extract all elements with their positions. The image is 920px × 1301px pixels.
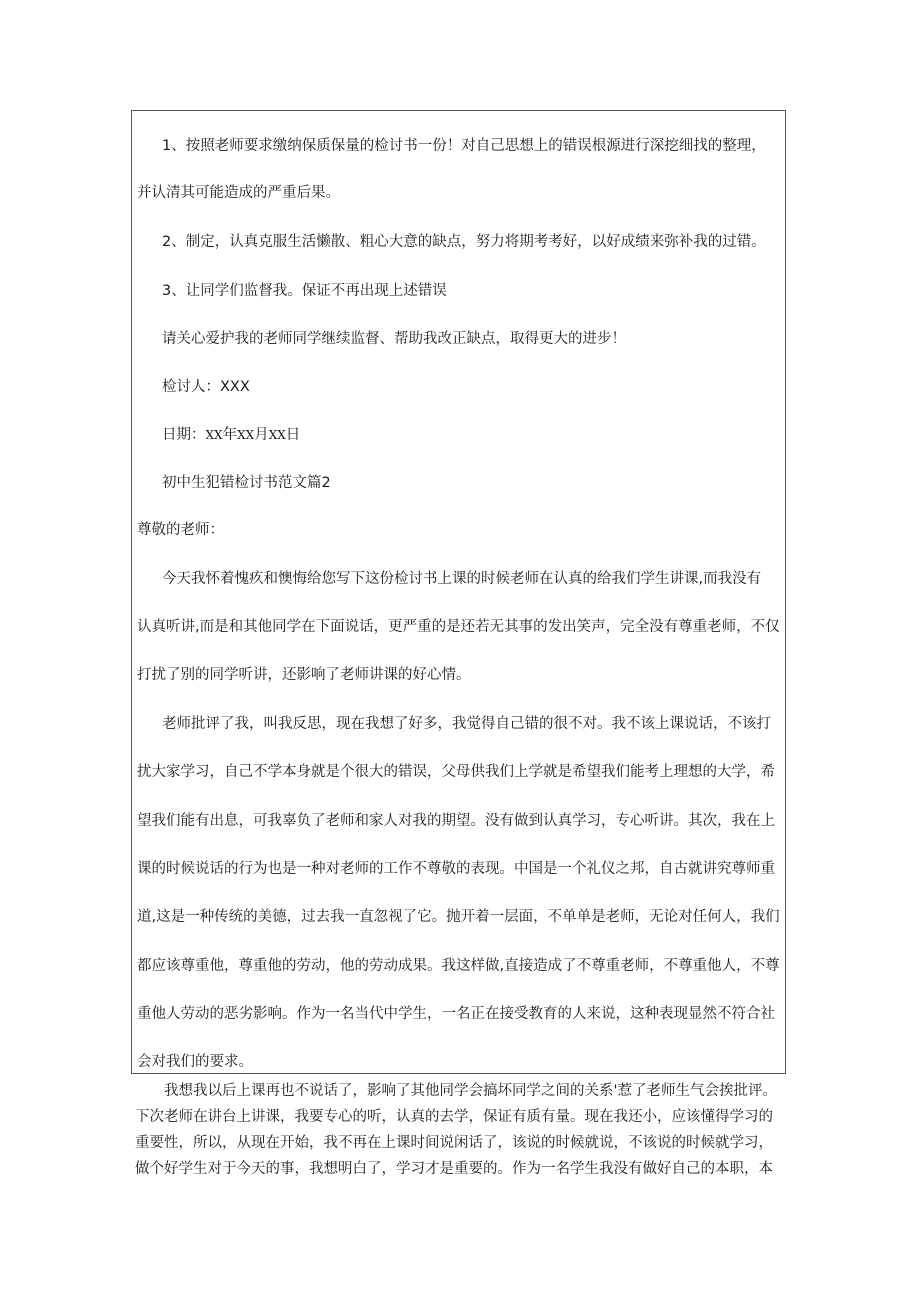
salutation: 尊敬的老师： (137, 522, 224, 538)
paragraph-2-line-5: 道,这是一种传统的美德，过去我一直忽视了它。抛开着一层面，不单单是老师，无论对任何人，我们 (137, 909, 780, 925)
list-item-1-line-1: 1、按照老师要求缴纳保质保量的检讨书一份！对自己思想上的错误根源进行深挖细找的整理， (162, 138, 766, 154)
date-line (162, 425, 300, 445)
paragraph-2-line-1: 老师批评了我，叫我反思，现在我想了好多，我觉得自己错的很不对。我不该上课说话，不该打 (162, 716, 771, 732)
continuation-line-4: 做个好学生对于今天的事，我想明白了，学习才是重要的。作为一名学生我没有做好自己的本职，本 (135, 1161, 773, 1177)
list-item-1-line-2: 并认清其可能造成的严重后果。 (137, 185, 340, 201)
date-label: 日期： (162, 427, 206, 443)
paragraph-2-line-7: 重他人劳动的恶劣影响。作为一名当代中学生，一名正在接受教育的人来说，这种表现显然不符合社 (137, 1006, 775, 1022)
date-year-placeholder: XX (205, 428, 223, 442)
paragraph-2-line-8: 会对我们的要求。 (137, 1054, 253, 1070)
paragraph-1-line-3: 打扰了别的同学听讲，还影响了老师讲课的好心情。 (137, 667, 471, 683)
paragraph-2-line-2: 扰大家学习，自己不学本身就是个很大的错误，父母供我们上学就是希望我们能考上理想的大学，希 (137, 764, 775, 780)
list-item-3: 3、让同学们监督我。保证不再出现上述错误 (162, 283, 447, 299)
signature-line: 检讨人：XXX (162, 379, 250, 395)
continuation-line-1: 我想我以后上课再也不说话了，影响了其他同学会搞坏同学之间的关系'惹了老师生气会挨批评。 (164, 1083, 777, 1099)
date-month-char: 月 (254, 427, 269, 443)
bordered-text-frame (131, 110, 786, 1074)
date-year-char: 年 (222, 427, 238, 443)
continuation-line-3: 重要性，所以，从现在开始，我不再在上课时间说闲话了，该说的时候就说，不该说的时候就学习， (135, 1135, 773, 1151)
paragraph-2-line-3: 望我们能有出息，可我辜负了老师和家人对我的期望。没有做到认真学习，专心听讲。其次，我在上 (137, 813, 775, 829)
list-item-2: 2、制定，认真克服生活懒散、粗心大意的缺点，努力将期考考好，以好成绩来弥补我的过错。 (162, 234, 766, 250)
paragraph-2-line-4: 课的时候说话的行为也是一种对老师的工作不尊敬的表现。中国是一个礼仪之邦，自古就讲究尊师重 (137, 861, 775, 877)
paragraph-1-line-1: 今天我怀着愧疚和懊悔给您写下这份检讨书上课的时候老师在认真的给我们学生讲课,而我没有 (162, 571, 762, 587)
date-month-placeholder: XX (237, 428, 255, 442)
date-day-char: 日 (285, 427, 301, 443)
paragraph-2-line-6: 都应该尊重他，尊重他的劳动，他的劳动成果。我这样做,直接造成了不尊重老师，不尊重他人，不尊 (137, 958, 780, 974)
paragraph-1-line-2: 认真听讲,而是和其他同学在下面说话，更严重的是还若无其事的发出笑声，完全没有尊重老师，不仅 (137, 619, 780, 635)
closing-request: 请关心爱护我的老师同学继续监督、帮助我改正缺点，取得更大的进步！ (162, 331, 626, 347)
section-heading: 初中生犯错检讨书范文篇2 (162, 475, 331, 491)
date-day-placeholder: XX (268, 428, 286, 442)
continuation-line-2: 下次老师在讲台上讲课，我要专心的听，认真的去学，保证有质有量。现在我还小，应该懂得学习的 (135, 1109, 773, 1125)
